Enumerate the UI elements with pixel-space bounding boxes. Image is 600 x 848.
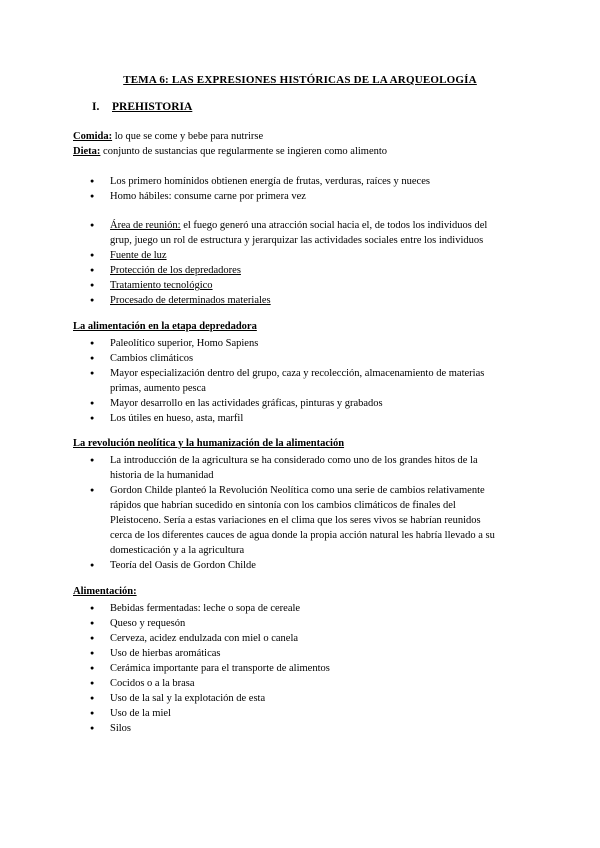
- list-item: ● Teoría del Oasis de Gordon Childe: [0, 558, 600, 573]
- list-item: ● Uso de hierbas aromáticas: [0, 646, 600, 661]
- heading-neolithic-revolution: La revolución neolítica y la humanización de la alimentación: [73, 438, 345, 449]
- list-item: [0, 248, 600, 263]
- list-item: ● Cerveza, acidez endulzada con miel o canela: [0, 631, 600, 646]
- list-item: ● Silos: [0, 721, 600, 736]
- list-item: ● La introducción de la agricultura se ha considerado como uno de los grandes hitos de la historia de la humanidad: [0, 453, 600, 483]
- list-item: ● Mayor desarrollo en las actividades gráficas, pinturas y grabados: [0, 396, 600, 411]
- definition-text: conjunto de sustancias que regularmente se ingieren como alimento: [100, 146, 388, 157]
- list-item-text: Protección de los depredadores: [110, 265, 241, 276]
- list-item: ● Mayor especialización dentro del grupo, caza y recolección, almacenamiento de materias primas, aumento pesca: [0, 366, 600, 396]
- heading-predatory-stage: La alimentación en la etapa depredadora: [73, 321, 257, 332]
- list-item: ● Cambios climáticos: [0, 351, 600, 366]
- definition-term: Dieta:: [73, 146, 101, 157]
- list-item-text: Procesado de determinados materiales: [110, 295, 271, 306]
- section-number: I.: [92, 101, 100, 113]
- list-item: [0, 293, 600, 308]
- bullet-list-predatory: [0, 336, 600, 426]
- section-heading: [92, 101, 192, 113]
- bullet-list-neolithic: [0, 453, 600, 573]
- list-item-text: el fuego generó una atracción social hacia el, de todos los individuos del grup, juego un rol de estructura y jerarquizar las actividades sociales entre los individuos: [110, 220, 488, 246]
- list-item: ● Cocidos o a la brasa: [0, 676, 600, 691]
- list-item: ● Homo hábiles: consume carne por primera vez: [0, 189, 600, 204]
- list-item: ● Los útiles en hueso, asta, marfil: [0, 411, 600, 426]
- list-item: ● Bebidas fermentadas: leche o sopa de cereale: [0, 601, 600, 616]
- section-title: PREHISTORIA: [112, 101, 193, 113]
- definition-term: Comida:: [73, 131, 113, 142]
- list-item: ● Paleolítico superior, Homo Sapiens: [0, 336, 600, 351]
- list-item: ● Uso de la miel: [0, 706, 600, 721]
- definition-text: lo que se come y bebe para nutrirse: [112, 131, 264, 142]
- list-item: ● Uso de la sal y la explotación de esta: [0, 691, 600, 706]
- heading-alimentacion: Alimentación:: [73, 586, 137, 597]
- list-item: [0, 218, 600, 248]
- bullet-list-alimentacion: [0, 601, 600, 736]
- definition-dieta: [73, 144, 387, 159]
- bullet-list-fire: [0, 218, 600, 308]
- list-item: ● Cerámica importante para el transporte de alimentos: [0, 661, 600, 676]
- list-item: [0, 278, 600, 293]
- definition-comida: [73, 129, 263, 144]
- list-item: [0, 263, 600, 278]
- list-item: ● Los primero homínidos obtienen energía de frutas, verduras, raíces y nueces: [0, 174, 600, 189]
- bullet-list-hominids: [0, 174, 600, 204]
- document-title: TEMA 6: LAS EXPRESIONES HISTÓRICAS DE LA ARQUEOLOGÍA: [123, 74, 477, 86]
- list-item-text: Fuente de luz: [110, 250, 167, 261]
- list-item-term: Área de reunión:: [110, 220, 181, 231]
- list-item-text: Tratamiento tecnológico: [110, 280, 213, 291]
- list-item: ● Gordon Childe planteó la Revolución Neolítica como una serie de cambios relativamente rápidos que habrían sucedido en sintonía con los cambios climáticos de finales del Pleistoceno. Sería a estas variaciones en el clima que los seres vivos se habrían reunidos cerca de los diferentes cauces de agua donde la propia acción natural les habría llevado a su domesticación y a la agricultura: [0, 483, 600, 558]
- list-item: ● Queso y requesón: [0, 616, 600, 631]
